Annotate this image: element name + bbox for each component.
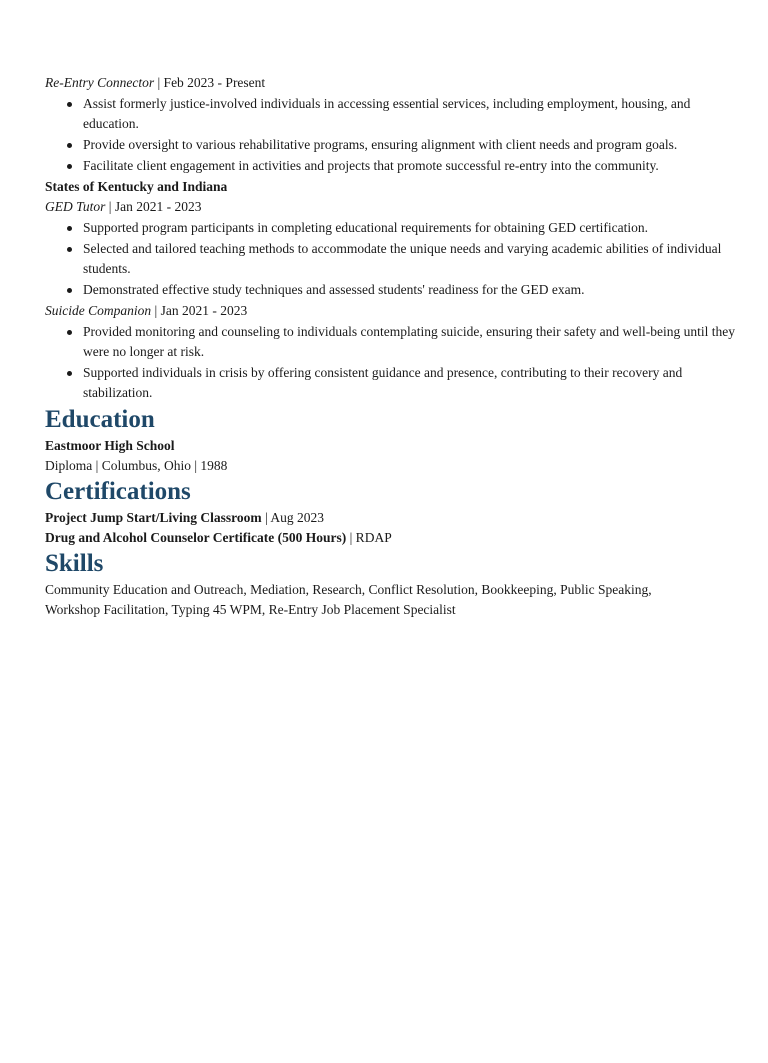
bullet-item: Facilitate client engagement in activities and projects that promote successful re-entry into the community. <box>83 156 745 176</box>
role-title: Re-Entry Connector <box>45 75 155 90</box>
education-details: Diploma | Columbus, Ohio | 1988 <box>45 458 228 473</box>
role-title: GED Tutor <box>45 199 106 214</box>
certifications-heading: Certifications <box>45 478 191 505</box>
bullet-item: Supported individuals in crisis by offering consistent guidance and presence, contributing to their recovery and stabilization. <box>83 363 745 403</box>
bullet-item: Selected and tailored teaching methods to accommodate the unique needs and varying academic abilities of individual students. <box>83 239 745 279</box>
bullet-item: Provided monitoring and counseling to individuals contemplating suicide, ensuring their safety and well-being until they were no longer at risk. <box>83 322 745 362</box>
bullet-item: Demonstrated effective study techniques and assessed students' readiness for the GED exam. <box>83 280 745 300</box>
role-dates: | Feb 2023 - Present <box>154 75 266 90</box>
certification-item <box>45 528 745 548</box>
role-dates: | Jan 2021 - 2023 <box>105 199 202 214</box>
certification-name: Drug and Alcohol Counselor Certificate (500 Hours) <box>45 530 347 545</box>
role-bullets <box>45 218 745 300</box>
role-header <box>45 197 745 217</box>
certification-item <box>45 508 745 528</box>
education-heading: Education <box>45 406 155 433</box>
role-bullets <box>45 94 745 176</box>
certification-detail: | Aug 2023 <box>261 510 324 525</box>
skills-heading: Skills <box>45 550 104 577</box>
role-title: Suicide Companion <box>45 303 152 318</box>
school-name: Eastmoor High School <box>45 438 175 453</box>
role-bullets <box>45 322 745 403</box>
skills-list: Community Education and Outreach, Mediation, Research, Conflict Resolution, Bookkeeping, Public Speaking, Workshop Facilitation, Typing 45 WPM, Re-Entry Job Placement Specialist <box>45 582 652 617</box>
organization-name: States of Kentucky and Indiana <box>45 179 228 194</box>
role-dates: | Jan 2021 - 2023 <box>151 303 248 318</box>
bullet-item: Provide oversight to various rehabilitative programs, ensuring alignment with client needs and program goals. <box>83 135 745 155</box>
role-header <box>45 73 745 93</box>
certification-detail: | RDAP <box>346 530 392 545</box>
certification-name: Project Jump Start/Living Classroom <box>45 510 262 525</box>
resume-page <box>45 73 745 620</box>
bullet-item: Assist formerly justice-involved individuals in accessing essential services, including employment, housing, and education. <box>83 94 745 134</box>
role-header <box>45 301 745 321</box>
bullet-item: Supported program participants in completing educational requirements for obtaining GED certification. <box>83 218 745 238</box>
